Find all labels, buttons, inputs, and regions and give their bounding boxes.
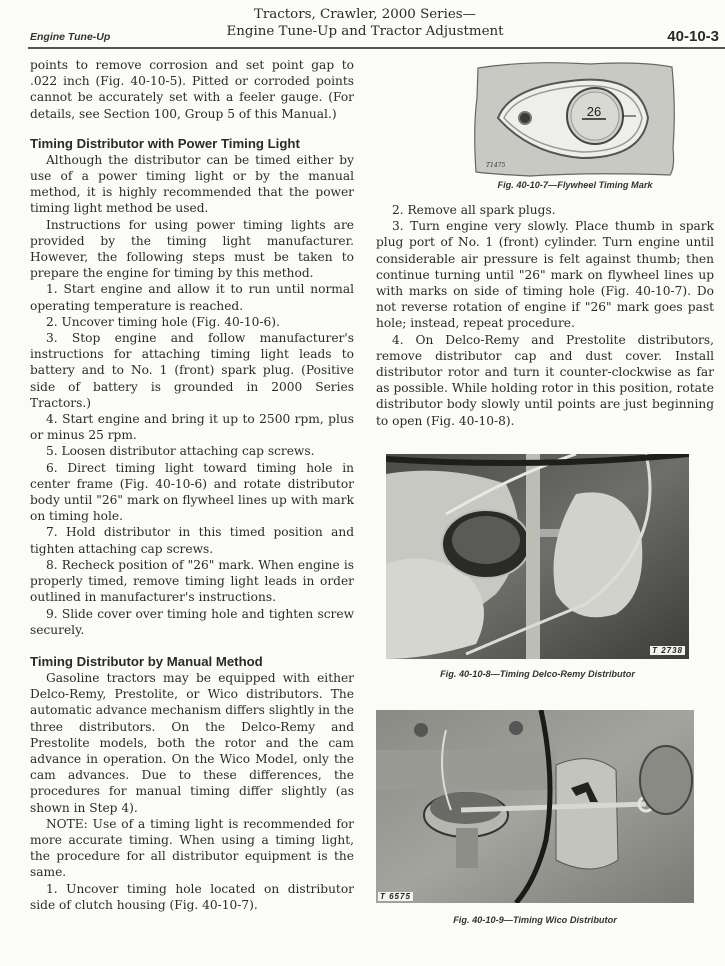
page-title <box>150 6 580 40</box>
step-item: 1. Uncover timing hole located on distributor side of clutch housing (Fig. 40-10-7). <box>30 881 354 912</box>
title-line-2: Engine Tune-Up and Tractor Adjustment <box>226 24 504 39</box>
figure-wico-distributor <box>376 710 694 925</box>
right-column <box>376 202 714 429</box>
figure-caption: Fig. 40-10-8—Timing Delco-Remy Distributor <box>440 669 635 679</box>
paragraph: Gasoline tractors may be equipped with either Delco-Remy, Prestolite, or Wico distributors. The automatic advance mechanism differs slightly in the three distributors. On the Delco-Remy and Prestolite models, both the rotor and the cam advance in operation. On the Wico Model, only the cam advances. Due to these differences, the procedures for manual timing differ slightly (as shown in Step 4). <box>30 670 354 815</box>
step-item: 3. Turn engine very slowly. Place thumb in spark plug port of No. 1 (front) cylinder. Turn engine until considerable air pressure is felt against thumb; then continue turning until "26" mark on flywheel lines up with marks on side of timing hole (Fig. 40-10-7). Do not reverse rotation of engine if "26" mark goes past hole; instead, repeat procedure. <box>376 219 714 331</box>
figure-tag: T1475 <box>486 162 506 169</box>
paragraph: Although the distributor can be timed either by use of a power timing light or by the manual method, it is highly recommended that the power timing light method be used. <box>30 152 354 216</box>
header-divider <box>28 47 725 49</box>
paragraph: Instructions for using power timing lights are provided by the timing light manufacturer. However, the following steps must be taken to prepare the engine for timing by this method. <box>30 217 354 281</box>
figure-caption: Fig. 40-10-7—Flywheel Timing Mark <box>497 180 653 190</box>
step-item: 1. Start engine and allow it to run until normal operating temperature is reached. <box>30 282 354 313</box>
section-heading-manual-method: Timing Distributor by Manual Method <box>30 653 263 669</box>
figure-tag: T 2738 <box>652 646 683 655</box>
step-item: 2. Uncover timing hole (Fig. 40-10-6). <box>46 314 280 329</box>
page-header <box>0 0 725 48</box>
figure-delco-remy-distributor <box>386 454 689 679</box>
step-item: 2. Remove all spark plugs. <box>392 203 556 217</box>
step-item: 6. Direct timing light toward timing hole in center frame (Fig. 40-10-6) and rotate distributor body until "26" mark on flywheel lines up with mark on timing hole. <box>30 460 354 524</box>
step-item: 7. Hold distributor in this timed position and tighten attaching cap screws. <box>30 525 354 556</box>
section-label: Engine Tune-Up <box>30 31 111 43</box>
flywheel-timing-mark-illustration <box>470 58 680 178</box>
wico-distributor-photo <box>376 710 694 903</box>
step-item: 9. Slide cover over timing hole and tighten screw securely. <box>30 606 354 637</box>
step-item: 3. Stop engine and follow manufacturer's instructions for attaching timing light leads to battery and to No. 1 (front) spark plug. (Positive side of battery is grounded in 2000 Series Tractors.) <box>30 331 354 410</box>
title-line-1: Tractors, Crawler, 2000 Series— <box>253 7 477 22</box>
step-item: 4. On Delco-Remy and Prestolite distributors, remove distributor cap and dust cover. Install distributor rotor and turn it counter-clockwise as far as possible. While holding rotor in this position, rotate distributor body slowly until points are just beginning to open (Fig. 40-10-8). <box>376 332 714 428</box>
step-item: 4. Start engine and bring it up to 2500 rpm, plus or minus 25 rpm. <box>30 412 354 443</box>
figure-tag: T 6575 <box>380 892 411 901</box>
intro-paragraph: points to remove corrosion and set point gap to .022 inch (Fig. 40-10-5). Pitted or corroded points cannot be accurately set with a feeler gauge. (For details, see Section 100, Group 5 of this Manual.) <box>30 58 354 121</box>
step-item: 5. Loosen distributor attaching cap screws. <box>46 444 315 459</box>
page-number: 40-10-3 <box>667 28 719 45</box>
step-item: 8. Recheck position of "26" mark. When engine is properly timed, remove timing light leads in order outlined in manufacturer's instructions. <box>30 557 354 605</box>
delco-remy-distributor-photo <box>386 454 689 659</box>
left-column <box>30 57 354 913</box>
figure-flywheel-timing-mark <box>470 58 680 190</box>
timing-mark-label: 26 <box>586 104 602 119</box>
figure-caption: Fig. 40-10-9—Timing Wico Distributor <box>453 915 617 925</box>
note-paragraph: NOTE: Use of a timing light is recommended for more accurate timing. When using a timing light, the procedure for all distributor equipment is the same. <box>30 816 354 880</box>
section-heading-power-timing: Timing Distributor with Power Timing Light <box>30 135 300 151</box>
